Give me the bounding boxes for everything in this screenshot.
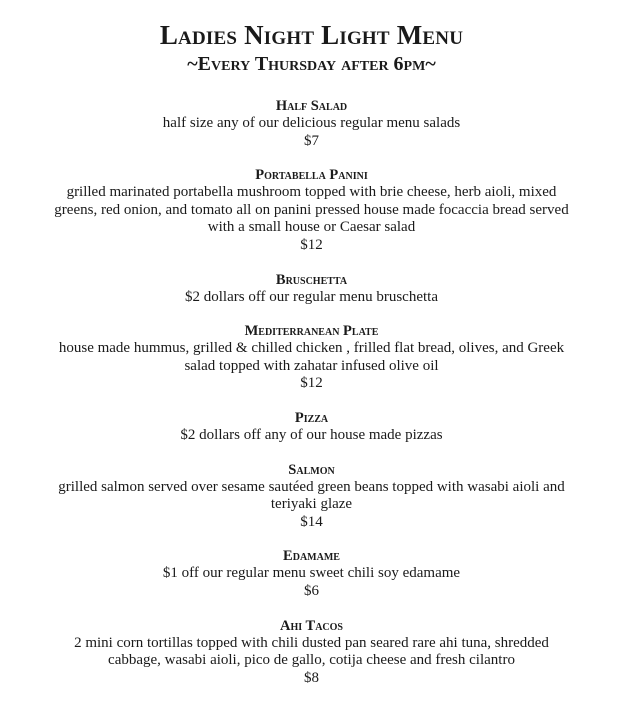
item-description: teriyaki glaze — [270, 496, 353, 513]
menu-item — [0, 461, 623, 532]
item-description: greens, red onion, and tomato all on panini pressed house made focaccia bread served — [54, 201, 569, 218]
item-name: Portabella Panini — [255, 167, 368, 184]
item-description: salad topped with zahatar infused olive oil — [184, 357, 439, 374]
item-description: cabbage, wasabi aioli, pico de gallo, cotija cheese and fresh cilantro — [108, 652, 515, 669]
item-price: $8 — [304, 669, 319, 686]
item-description: $2 dollars off any of our house made pizzas — [180, 426, 443, 443]
menu-item — [0, 322, 623, 393]
menu-item — [0, 617, 623, 688]
menu-item — [0, 271, 623, 307]
item-price: $12 — [300, 375, 323, 392]
item-name: Ahi Tacos — [280, 617, 343, 634]
item-description: with a small house or Caesar salad — [207, 219, 416, 236]
item-price: $12 — [300, 236, 323, 253]
item-price: $7 — [304, 132, 319, 149]
item-description: house made hummus, grilled & chilled chicken , frilled flat bread, olives, and Greek — [58, 340, 565, 357]
item-name: Mediterranean Plate — [244, 323, 379, 340]
page-subtitle: ~Every Thursday after 6pm~ — [187, 53, 436, 75]
item-name: Edamame — [283, 548, 340, 565]
menu-item — [0, 166, 623, 254]
item-name: Half Salad — [275, 98, 348, 114]
menu-list — [0, 97, 623, 687]
menu-item — [0, 547, 623, 600]
item-description: $1 off our regular menu sweet chili soy edamame — [162, 565, 461, 582]
item-name: Bruschetta — [275, 271, 348, 288]
item-description: grilled marinated portabella mushroom topped with brie cheese, herb aioli, mixed — [66, 184, 557, 201]
item-price: $14 — [300, 513, 323, 530]
item-description: grilled salmon served over sesame sautéed green beans topped with wasabi aioli and — [58, 478, 565, 495]
item-description: 2 mini corn tortillas topped with chili dusted pan seared rare ahi tuna, shredded — [74, 634, 549, 651]
item-name: Salmon — [288, 461, 335, 478]
menu-item — [0, 409, 623, 445]
page-title: Ladies Night Light Menu — [159, 20, 464, 50]
item-price: $6 — [304, 582, 319, 599]
item-description: $2 dollars off our regular menu bruschetta — [185, 288, 438, 305]
item-name: Pizza — [294, 409, 329, 426]
item-description: half size any of our delicious regular menu salads — [162, 115, 461, 131]
menu-item — [0, 97, 623, 150]
